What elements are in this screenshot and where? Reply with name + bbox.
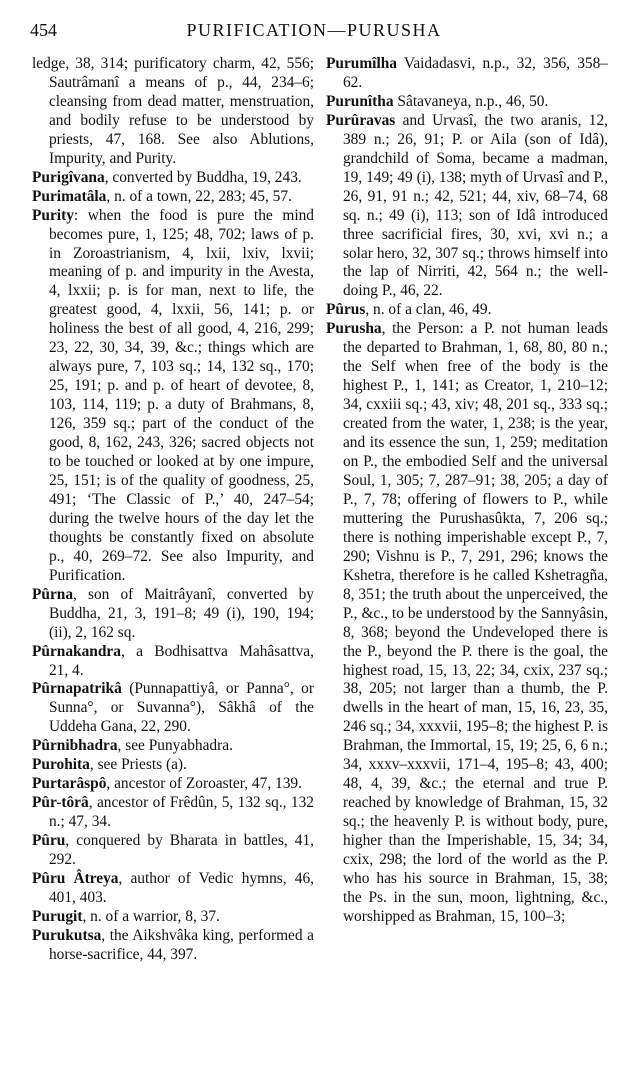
- entry-headword: Purûravas: [326, 111, 396, 129]
- entry-headword: Purugit: [32, 907, 83, 925]
- entry-headword: Purtarâspô: [32, 775, 107, 793]
- page-number: 454: [30, 20, 57, 40]
- index-entry: [32, 737, 314, 756]
- index-entry: [326, 55, 608, 93]
- index-entry: [326, 93, 608, 112]
- entry-headword: Purohita: [32, 756, 90, 774]
- entry-headword: Purigîvana: [32, 168, 105, 186]
- entry-headword: Pûru: [32, 832, 66, 850]
- index-entry: [32, 680, 314, 737]
- right-column: [326, 55, 608, 927]
- entry-text: , conquered by Bharata in battles, 41, 292.: [48, 832, 314, 869]
- entry-headword: Purusha: [326, 320, 382, 338]
- entry-text: , see Punyabhadra.: [117, 737, 233, 755]
- entry-text: , n. of a warrior, 8, 37.: [82, 907, 220, 925]
- entry-headword: Pûrna: [32, 585, 74, 603]
- entry-text: , n. of a clan, 46, 49.: [365, 301, 492, 319]
- entry-text: and Urvasî, the two aranis, 12, 389 n.; 26, 91; P. or Aila (son of Idâ), grandchild of Soma, became a madman, 19, 149; 49 (i), 138; myth of Urvasî and P., 26, 91, 91 n.; 42, 521; 44, xiv, 68–74, 68 sq. n.; 49 (i), 113; son of Idâ introduced three sacrificial fires, 30, xvi, xvi n.; a solar hero, 32, 307 sq.; throws himself into the lap of Nirriti, 42, 564 n.; the well-doing P., 46, 22.: [342, 111, 608, 300]
- entry-text: , n. of a town, 22, 283; 45, 57.: [106, 187, 292, 205]
- index-entry: [32, 794, 314, 832]
- entry-text: , son of Maitrâyanî, converted by Buddha, 21, 3, 191–8; 49 (i), 190, 194; (ii), 2, 162 sq.: [48, 585, 314, 641]
- entry-text: , a Bodhisattva Mahâsattva, 21, 4.: [48, 642, 314, 679]
- index-entry: [32, 643, 314, 681]
- entry-text: , the Aikshvâka king, performed a horse-sacrifice, 44, 397.: [48, 926, 314, 963]
- index-entry: [32, 870, 314, 908]
- entry-text: , converted by Buddha, 19, 243.: [104, 168, 302, 186]
- index-entry: [32, 586, 314, 643]
- index-entry: [326, 112, 608, 302]
- entry-headword: Purukutsa: [32, 926, 102, 944]
- index-entry: [326, 301, 608, 320]
- page-header: [24, 12, 604, 40]
- entry-headword: Pûru Âtreya: [32, 869, 119, 887]
- entry-text: , author of Vedic hymns, 46, 401, 403.: [48, 869, 315, 906]
- entry-headword: Pûr-tôrâ: [32, 794, 89, 812]
- entry-text: : when the food is pure the mind becomes pure, 1, 125; 48, 702; laws of p. in Zoroastrianism, 4, lxii, lxiv, lxvii; meaning of p. and impurity in the Avesta, 4, lxxii; p. is for man, next to life, the greatest good, 4, lxxii, 56, 141; p. or holiness the best of all good, 4, 216, 299; 23, 22, 30, 34, 39, &c.; things which are always pure, 7, 103 sq.; 14, 132 sq., 170; 25, 191; p. and p. of heart of devotee, 8, 103, 114, 119; p. a duty of Brahmans, 8, 126, 359 sq.; part of the conduct of the good, 8, 162, 243, 326; sacred objects not to be touched or looked at by one impure, 25, 151; is of the quality of goodness, 25, 491; ‘The Classic of P.,’ 40, 247–54; during the twelve hours of the day let the thoughts be constantly fixed on absolute p., 40, 269–72. See also Impurity, and Purification.: [48, 206, 314, 584]
- index-entry: [32, 927, 314, 965]
- entry-text: , the Person: a P. not human leads the departed to Brahman, 1, 68, 80, 80 n.; the Self when free of the body is the highest P., 1, 141; as Creator, 1, 210–12; 34, cxxiii sq.; 43, xiv; 48, 201 sq., 333 sq.; created from the water, 1, 238; is the year, and its essence the sun, 1, 259; meditation on P., the embodied Self and the universal Soul, 1, 305; 7, 287–91; 38, 205; a day of P., 7, 78; offering of flowers to P., while muttering the Purushasûkta, 7, 206 sq.; there is nothing imperishable except P., 7, 290; Vishnu is P., 7, 291, 296; knows the Kshetra, therefore is he called Kshetragña, 8, 351; the truth about the unperceived, the P., &c., to be understood by the Sannyâsin, 8, 368; beyond the Undeveloped there is the P., beyond the P. there is the goal, the highest road, 15, 13, 22; 34, cxix, 237 sq.; 38, 205; not larger than a thumb, the P. dwells in the heart of man, 15, 16, 23, 35, 246 sq.; 34, xxxvii, 195–8; the highest P. is Brahman, the Immortal, 15, 19; 25, 6, 6 n.; 34, xxxv–xxxvii, 171–4, 195–8; 43, 400; 48, 4, 39, &c.; the eternal and true P. reached by knowledge of Brahman, 15, 32 sq.; the heavenly P. is without body, pure, higher than the Imperishable, 15, 34; 34, cxix, 298; the lord of the world as the P. who has his source in Brahman, 15, 38; the Ps. in the sun, moon, lightning, &c., worshipped as Brahman, 15, 100–3;: [342, 320, 609, 925]
- index-entry: [32, 55, 314, 169]
- entry-text: , ancestor of Frêdûn, 5, 132 sq., 132 n.; 47, 34.: [48, 794, 314, 831]
- entry-headword: Purity: [32, 206, 74, 224]
- entry-text: , see Priests (a).: [89, 756, 187, 774]
- index-entry: [32, 188, 314, 207]
- index-entry: [326, 320, 608, 927]
- entry-text: , ancestor of Zoroaster, 47, 139.: [106, 775, 302, 793]
- index-entry: [32, 169, 314, 188]
- entry-headword: Pûrnakandra: [32, 642, 121, 660]
- index-entry: [32, 207, 314, 586]
- entry-text: ledge, 38, 314; purificatory charm, 42, 556; Sautrâmanî a means of p., 44, 234–6; cleansing from dead matter, menstruation, and bodily refuse to be understood by priests, 47, 168. See also Ablutions, Impurity, and Purity.: [32, 55, 314, 167]
- entry-headword: Pûrnapatrikâ: [32, 680, 122, 698]
- index-entry: [32, 832, 314, 870]
- left-column: [32, 55, 314, 965]
- entry-text: Sâtavaneya, n.p., 46, 50.: [393, 92, 549, 110]
- entry-headword: Pûrus: [326, 301, 366, 319]
- index-entry: [32, 756, 314, 775]
- running-title: PURIFICATION—PURUSHA: [186, 20, 442, 40]
- entry-headword: Purunîtha: [326, 92, 394, 110]
- index-entry: [32, 908, 314, 927]
- entry-headword: Purumîlha: [326, 55, 397, 72]
- entry-text: (Punnapattiyâ, or Panna°, or Sunna°, or Suvanna°), Sâkhâ of the Uddeha Gana, 22, 290.: [48, 680, 314, 736]
- entry-headword: Purimatâla: [32, 187, 107, 205]
- entry-headword: Pûrnibhadra: [32, 737, 118, 755]
- index-entry: [32, 775, 314, 794]
- entry-text: Vaidadasvi, n.p., 32, 356, 358–62.: [342, 55, 608, 91]
